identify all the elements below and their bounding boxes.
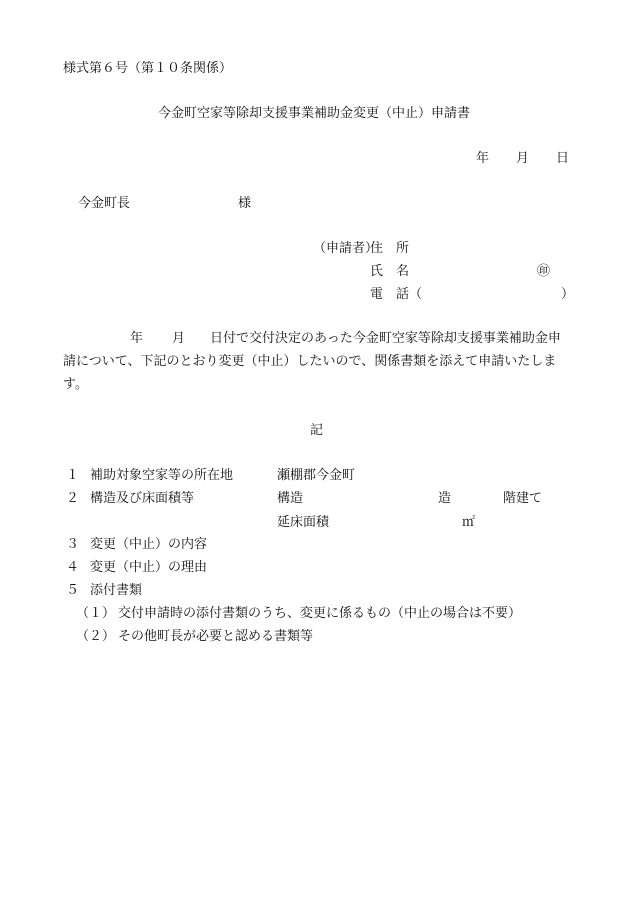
item-number: ４ xyxy=(66,560,80,575)
floor-area-label: 延床面積 xyxy=(277,515,330,530)
applicant-phone-close: ） xyxy=(561,287,575,302)
attachment-text: その他町長が必要と認める書類等 xyxy=(118,629,314,644)
attachment-number: （２） xyxy=(76,629,116,644)
attachment-number: （１） xyxy=(76,606,116,621)
item-number: ５ xyxy=(66,583,80,598)
item-label-change-content: 変更（中止）の内容 xyxy=(90,537,208,552)
item-label-structure: 構造及び床面積等 xyxy=(90,491,195,506)
document-title: 今金町空家等除却支援事業補助金変更（中止）申請書 xyxy=(158,106,471,121)
body-text-line3: す。 xyxy=(63,377,88,392)
applicant-name-label: 氏 名 xyxy=(370,264,410,279)
item-label-attachments: 添付書類 xyxy=(90,583,143,598)
seal-mark: ㊞ xyxy=(537,264,551,279)
item-label-change-reason: 変更（中止）の理由 xyxy=(90,560,208,575)
item-number: ２ xyxy=(66,491,80,506)
body-month: 月 xyxy=(172,331,186,346)
date-day: 日 xyxy=(556,151,570,166)
item-value-location: 瀬棚郡今金町 xyxy=(277,468,356,483)
item-number: １ xyxy=(66,468,80,483)
structure-label: 構造 xyxy=(277,491,304,506)
addressee-name: 今金町長 xyxy=(78,196,131,211)
body-text-line2: 請について、下記のとおり変更（中止）したいので、関係書類を添えて申請いたしま xyxy=(63,354,557,369)
item-label-location: 補助対象空家等の所在地 xyxy=(90,468,234,483)
date-month: 月 xyxy=(516,151,530,166)
body-text-line1: 日付で交付決定のあった今金町空家等除却支援事業補助金申 xyxy=(210,331,561,346)
ki-heading: 記 xyxy=(310,423,324,438)
item-number: ３ xyxy=(66,537,80,552)
attachment-text: 交付申請時の添付書類のうち、変更に係るもの（中止の場合は不要） xyxy=(118,606,522,621)
structure-unit-zo: 造 xyxy=(438,491,452,506)
floor-area-unit: ㎡ xyxy=(462,515,476,530)
structure-unit-floors: 階建て xyxy=(503,491,543,506)
applicant-label: （申請者） xyxy=(313,241,379,256)
addressee-honorific: 様 xyxy=(238,196,252,211)
applicant-address-label: 住 所 xyxy=(370,241,410,256)
body-year: 年 xyxy=(130,331,144,346)
form-number: 様式第６号（第１０条関係） xyxy=(63,61,233,76)
date-year: 年 xyxy=(476,151,490,166)
applicant-phone-label: 電 話（ xyxy=(370,287,423,302)
